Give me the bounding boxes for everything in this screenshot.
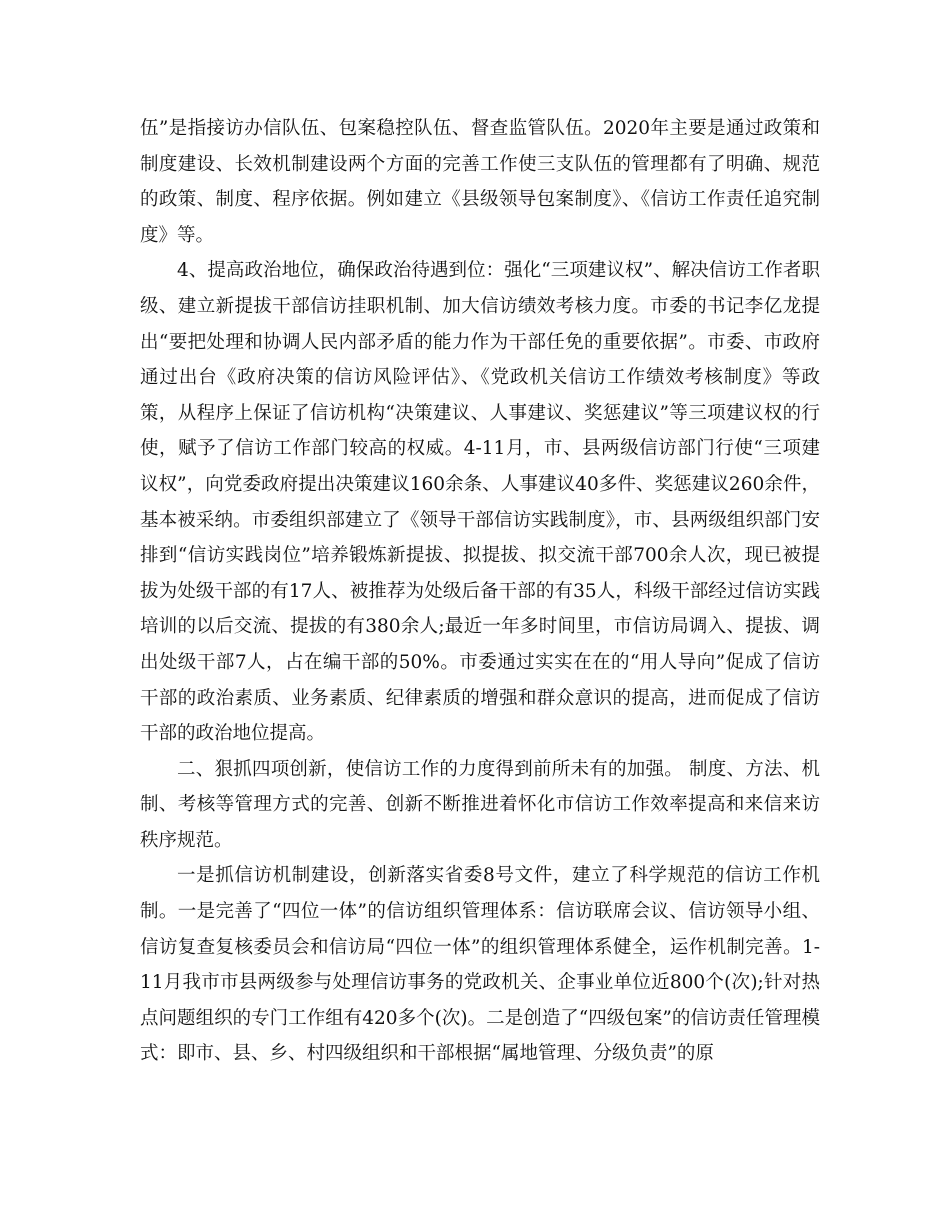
paragraph-2: 4、提高政治地位，确保政治待遇到位：强化“三项建议权”、解决信访工作者职级、建立新提拔干部信访挂职机制、加大信访绩效考核力度。市委的书记李亿龙提出“要把处理和协调人民内部矛盾的能力作为干部任免的重要依据”。市委、市政府通过出台《政府决策的信访风险评估》、《党政机关信访工作绩效考核制度》等政策，从程序上保证了信访机构“决策建议、人事建议、奖惩建议”等三项建议权的行使，赋予了信访工作部门较高的权威。4-11月，市、县两级信访部门行使“三项建议权”，向党委政府提出决策建议160余条、人事建议40多件、奖惩建议260余件，基本被采纳。市委组织部建立了《领导干部信访实践制度》，市、县两级组织部门安排到“信访实践岗位”培养锻炼新提拔、拟提拔、拟交流干部700余人次，现已被提拔为处级干部的有17人、被推荐为处级后备干部的有35人，科级干部经过信访实践培训的以后交流、提拔的有380余人;最近一年多时间里，市信访局调入、提拔、调出处级干部7人，占在编干部的50%。市委通过实实在在的“用人导向”促成了信访干部的政治素质、业务素质、纪律素质的增强和群众意识的提高，进而促成了信访干部的政治地位提高。 [140, 260, 820, 745]
paragraph-4: 一是抓信访机制建设，创新落实省委8号文件，建立了科学规范的信访工作机制。一是完善了“四位一体”的信访组织管理体系：信访联席会议、信访领导小组、信访复查复核委员会和信访局“四位一体”的组织管理体系健全，运作机制完善。1-11月我市市县两级参与处理信访事务的党政机关、企事业单位近800个(次);针对热点问题组织的专门工作组有420多个(次)。二是创造了“四级包案”的信访责任管理模式：即市、县、乡、村四级组织和干部根据“属地管理、分级负责”的原 [140, 865, 820, 1065]
document-body [140, 111, 820, 1072]
paragraph-1: 伍”是指接访办信队伍、包案稳控队伍、督查监管队伍。2020年主要是通过政策和制度建设、长效机制建设两个方面的完善工作使三支队伍的管理都有了明确、规范的政策、制度、程序依据。例如建立《县级领导包案制度》、《信访工作责任追究制度》等。 [140, 118, 820, 246]
paragraph-3: 二、狠抓四项创新，使信访工作的力度得到前所未有的加强。 制度、方法、机制、考核等管理方式的完善、创新不断推进着怀化市信访工作效率提高和来信来访秩序规范。 [140, 758, 820, 851]
